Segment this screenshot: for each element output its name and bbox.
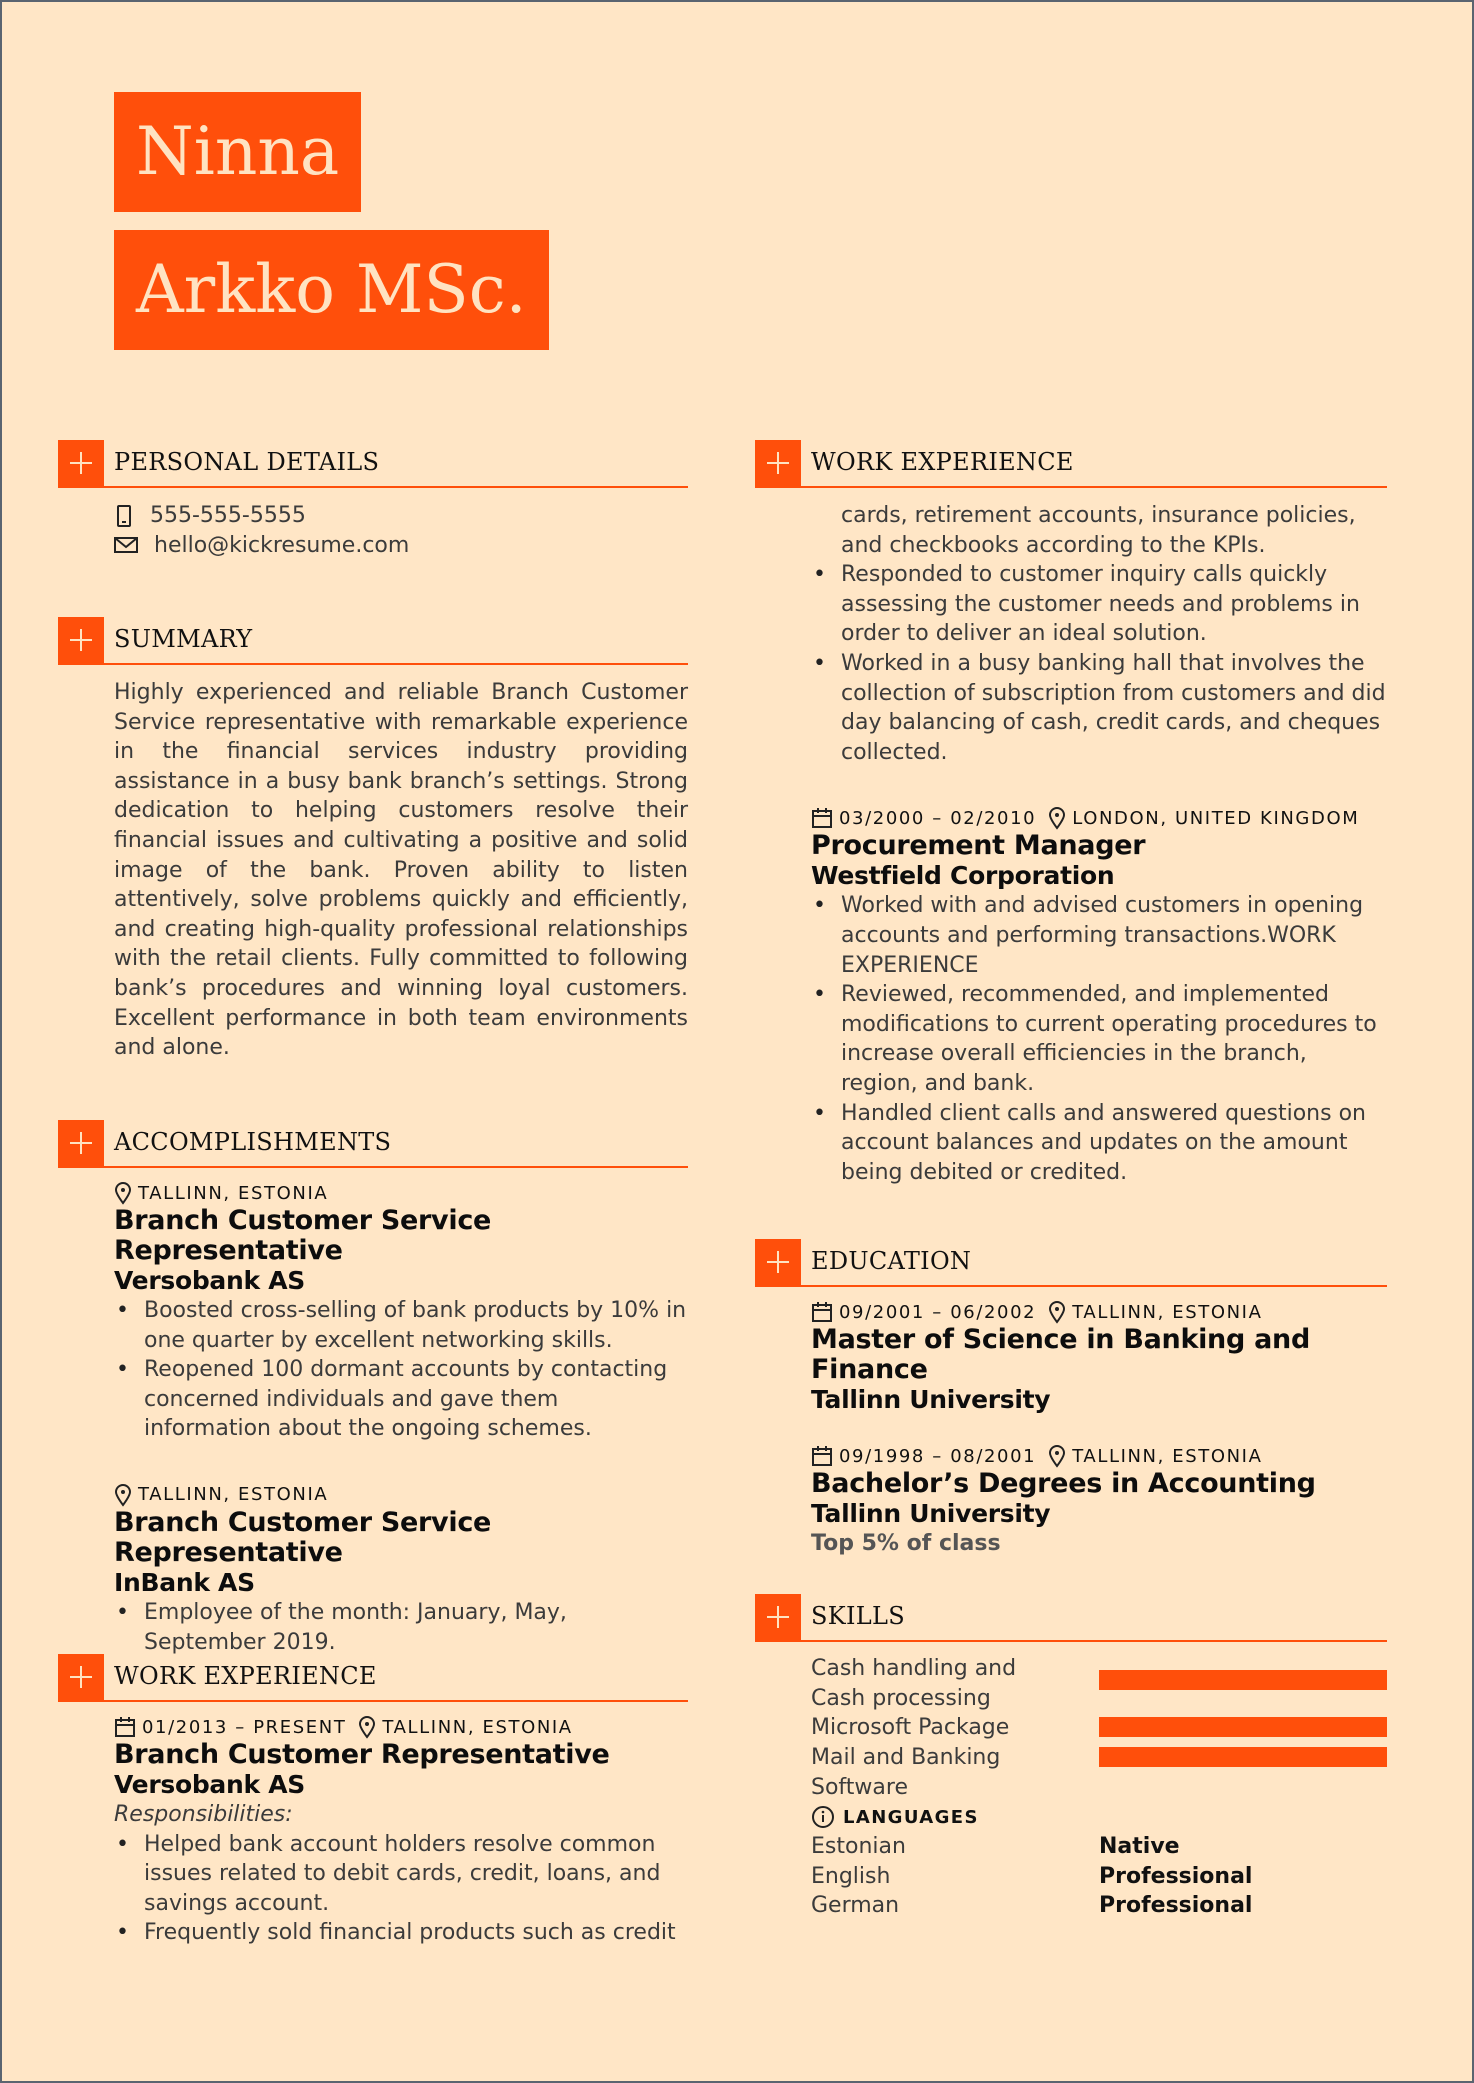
summary-text: Highly experienced and reliable Branch Customer Service representative with remarkable experience in the financial services industry providing assistance in a busy bank branch’s settings. Strong dedication to helping customers resolve their financial issues and cultivating a positive and solid image of the bank. Proven ability to listen attentively, solve problems quickly and efficiently, and creating high-quality professional relationships with the retail clients. Fully committed to following bank’s procedures and winning loyal customers. Excellent performance in both team environments and alone. [114, 680, 688, 1061]
info-icon [811, 1805, 835, 1829]
calendar-icon [114, 1716, 136, 1738]
skill-name: Microsoft Package [811, 1715, 1010, 1740]
location-pin-icon [1048, 1444, 1066, 1468]
meta-row [114, 1714, 688, 1740]
language-level: Native [1099, 1834, 1180, 1859]
meta-row [114, 1482, 688, 1508]
language-row [811, 1891, 1387, 1921]
skill-name: Mail and Banking Software [811, 1745, 1001, 1800]
section-title: ACCOMPLISHMENTS [114, 1128, 392, 1156]
meta-row [811, 805, 1387, 831]
education-item [811, 1443, 1387, 1559]
list-item: • Employee of the month: January, May, September 2019. [114, 1598, 688, 1657]
skill-name: Cash handling and Cash processing [811, 1656, 1017, 1711]
languages-label: LANGUAGES [843, 1806, 979, 1828]
location-pin-icon [114, 1181, 132, 1205]
plus-icon [755, 1594, 801, 1640]
list-item: • Helped bank account holders resolve common issues related to debit cards, credit, loans, and savings account. [114, 1830, 688, 1919]
list-item: • Worked in a busy banking hall that involves the collection of subscription from customers and did day balancing of cash, credit cards, and cheques collected. [811, 649, 1387, 767]
phone-row [114, 501, 688, 531]
section-title: PERSONAL DETAILS [114, 448, 380, 476]
phone-text: 555-555-5555 [150, 503, 306, 528]
location-text: TALLINN, ESTONIA [1072, 1301, 1263, 1323]
education-note: Top 5% of class [811, 1531, 1001, 1556]
section-title: EDUCATION [811, 1247, 972, 1275]
skill-row [811, 1654, 1387, 1713]
list-item: • Reviewed, recommended, and implemented modifications to current operating procedures to increase overall efficiencies in the branch, region, and bank. [811, 980, 1387, 1098]
list-item: • Worked with and advised customers in opening accounts and performing transactions.WORK EXPERIENCE [811, 891, 1387, 980]
name-first: Ninna [114, 92, 361, 212]
name-last: Arkko MSc. [114, 230, 549, 350]
language-row [811, 1832, 1387, 1862]
section-title: SKILLS [811, 1602, 905, 1630]
education-item [811, 1299, 1387, 1415]
org-name: Versobank AS [114, 1770, 305, 1799]
email-row [114, 531, 688, 561]
language-row [811, 1862, 1387, 1892]
list-item: • Handled client calls and answered questions on account balances and updates on the amount being debited or credited. [811, 1099, 1387, 1188]
date-text: 09/1998 – 08/2001 [839, 1445, 1037, 1467]
accomplishment-item [114, 1482, 688, 1657]
summary-section [58, 617, 688, 1063]
skill-row [811, 1713, 1387, 1743]
skill-level-bar [1099, 1747, 1387, 1767]
location-pin-icon [1048, 806, 1066, 830]
accomplishment-item [114, 1180, 688, 1444]
language-name: German [811, 1893, 900, 1919]
meta-row [811, 1443, 1387, 1469]
location-text: TALLINN, ESTONIA [1072, 1445, 1263, 1467]
location-text: TALLINN, ESTONIA [138, 1484, 329, 1506]
role-title: Branch Customer Service Representative [114, 1205, 492, 1266]
location-pin-icon [358, 1715, 376, 1739]
list-item: • Frequently sold financial products such as credit [114, 1918, 688, 1948]
language-level: Professional [1099, 1893, 1253, 1919]
org-name: InBank AS [114, 1567, 255, 1597]
skill-level-bar [1099, 1670, 1387, 1690]
date-text: 03/2000 – 02/2010 [839, 807, 1037, 829]
location-text: LONDON, UNITED KINGDOM [1072, 807, 1360, 829]
school-name: Tallinn University [811, 1385, 1051, 1414]
list-item: • Reopened 100 dormant accounts by contacting concerned individuals and gave them information about the ongoing schemes. [114, 1355, 688, 1444]
date-text: 09/2001 – 06/2002 [839, 1301, 1037, 1323]
skills-section [755, 1594, 1387, 1921]
role-title: Procurement Manager [811, 830, 1146, 862]
plus-icon [755, 440, 801, 486]
location-pin-icon [114, 1483, 132, 1507]
section-title: WORK EXPERIENCE [811, 448, 1074, 476]
location-text: TALLINN, ESTONIA [382, 1716, 573, 1738]
skill-level-bar [1099, 1717, 1387, 1737]
personal-details-section [58, 440, 688, 560]
list-item: • Responded to customer inquiry calls quickly assessing the customer needs and problems in order to deliver an ideal solution. [811, 560, 1387, 649]
role-title: Branch Customer Representative [114, 1739, 610, 1770]
calendar-icon [811, 1445, 833, 1467]
phone-icon [114, 504, 134, 528]
degree-title: Bachelor’s Degrees in Accounting [811, 1468, 1316, 1499]
calendar-icon [811, 807, 833, 829]
meta-row [811, 1299, 1387, 1325]
language-name: English [811, 1863, 891, 1889]
plus-icon [58, 617, 104, 663]
list-item: • Boosted cross-selling of bank products by 10% in one quarter by excellent networking skills. [114, 1296, 688, 1355]
location-pin-icon [1048, 1300, 1066, 1324]
org-name: Westfield Corporation [811, 861, 1115, 891]
email-text[interactable]: hello@kickresume.com [154, 532, 410, 558]
responsibilities-label: Responsibilities: [114, 1802, 293, 1827]
org-name: Versobank AS [114, 1266, 305, 1295]
accomplishments-section [58, 1120, 688, 1657]
plus-icon [58, 440, 104, 486]
section-title: SUMMARY [114, 625, 253, 653]
plus-icon [58, 1120, 104, 1166]
language-name: Estonian [811, 1834, 906, 1859]
languages-heading [811, 1802, 1387, 1832]
location-text: TALLINN, ESTONIA [138, 1182, 329, 1204]
plus-icon [58, 1654, 104, 1700]
work-experience-continued-section [755, 440, 1387, 1187]
school-name: Tallinn University [811, 1499, 1051, 1528]
skill-row [811, 1743, 1387, 1802]
role-title: Branch Customer Service Representative [114, 1506, 492, 1568]
mail-icon [114, 535, 138, 555]
language-level: Professional [1099, 1863, 1253, 1889]
continued-text: cards, retirement accounts, insurance policies, and checkbooks according to the KPIs. [841, 503, 1356, 558]
degree-title: Master of Science in Banking and Finance [811, 1324, 1310, 1385]
education-section [755, 1239, 1387, 1559]
section-title: WORK EXPERIENCE [114, 1662, 377, 1690]
meta-row [114, 1180, 688, 1206]
plus-icon [755, 1239, 801, 1285]
work-experience-section [58, 1654, 688, 1948]
calendar-icon [811, 1301, 833, 1323]
date-text: 01/2013 – PRESENT [142, 1716, 347, 1738]
